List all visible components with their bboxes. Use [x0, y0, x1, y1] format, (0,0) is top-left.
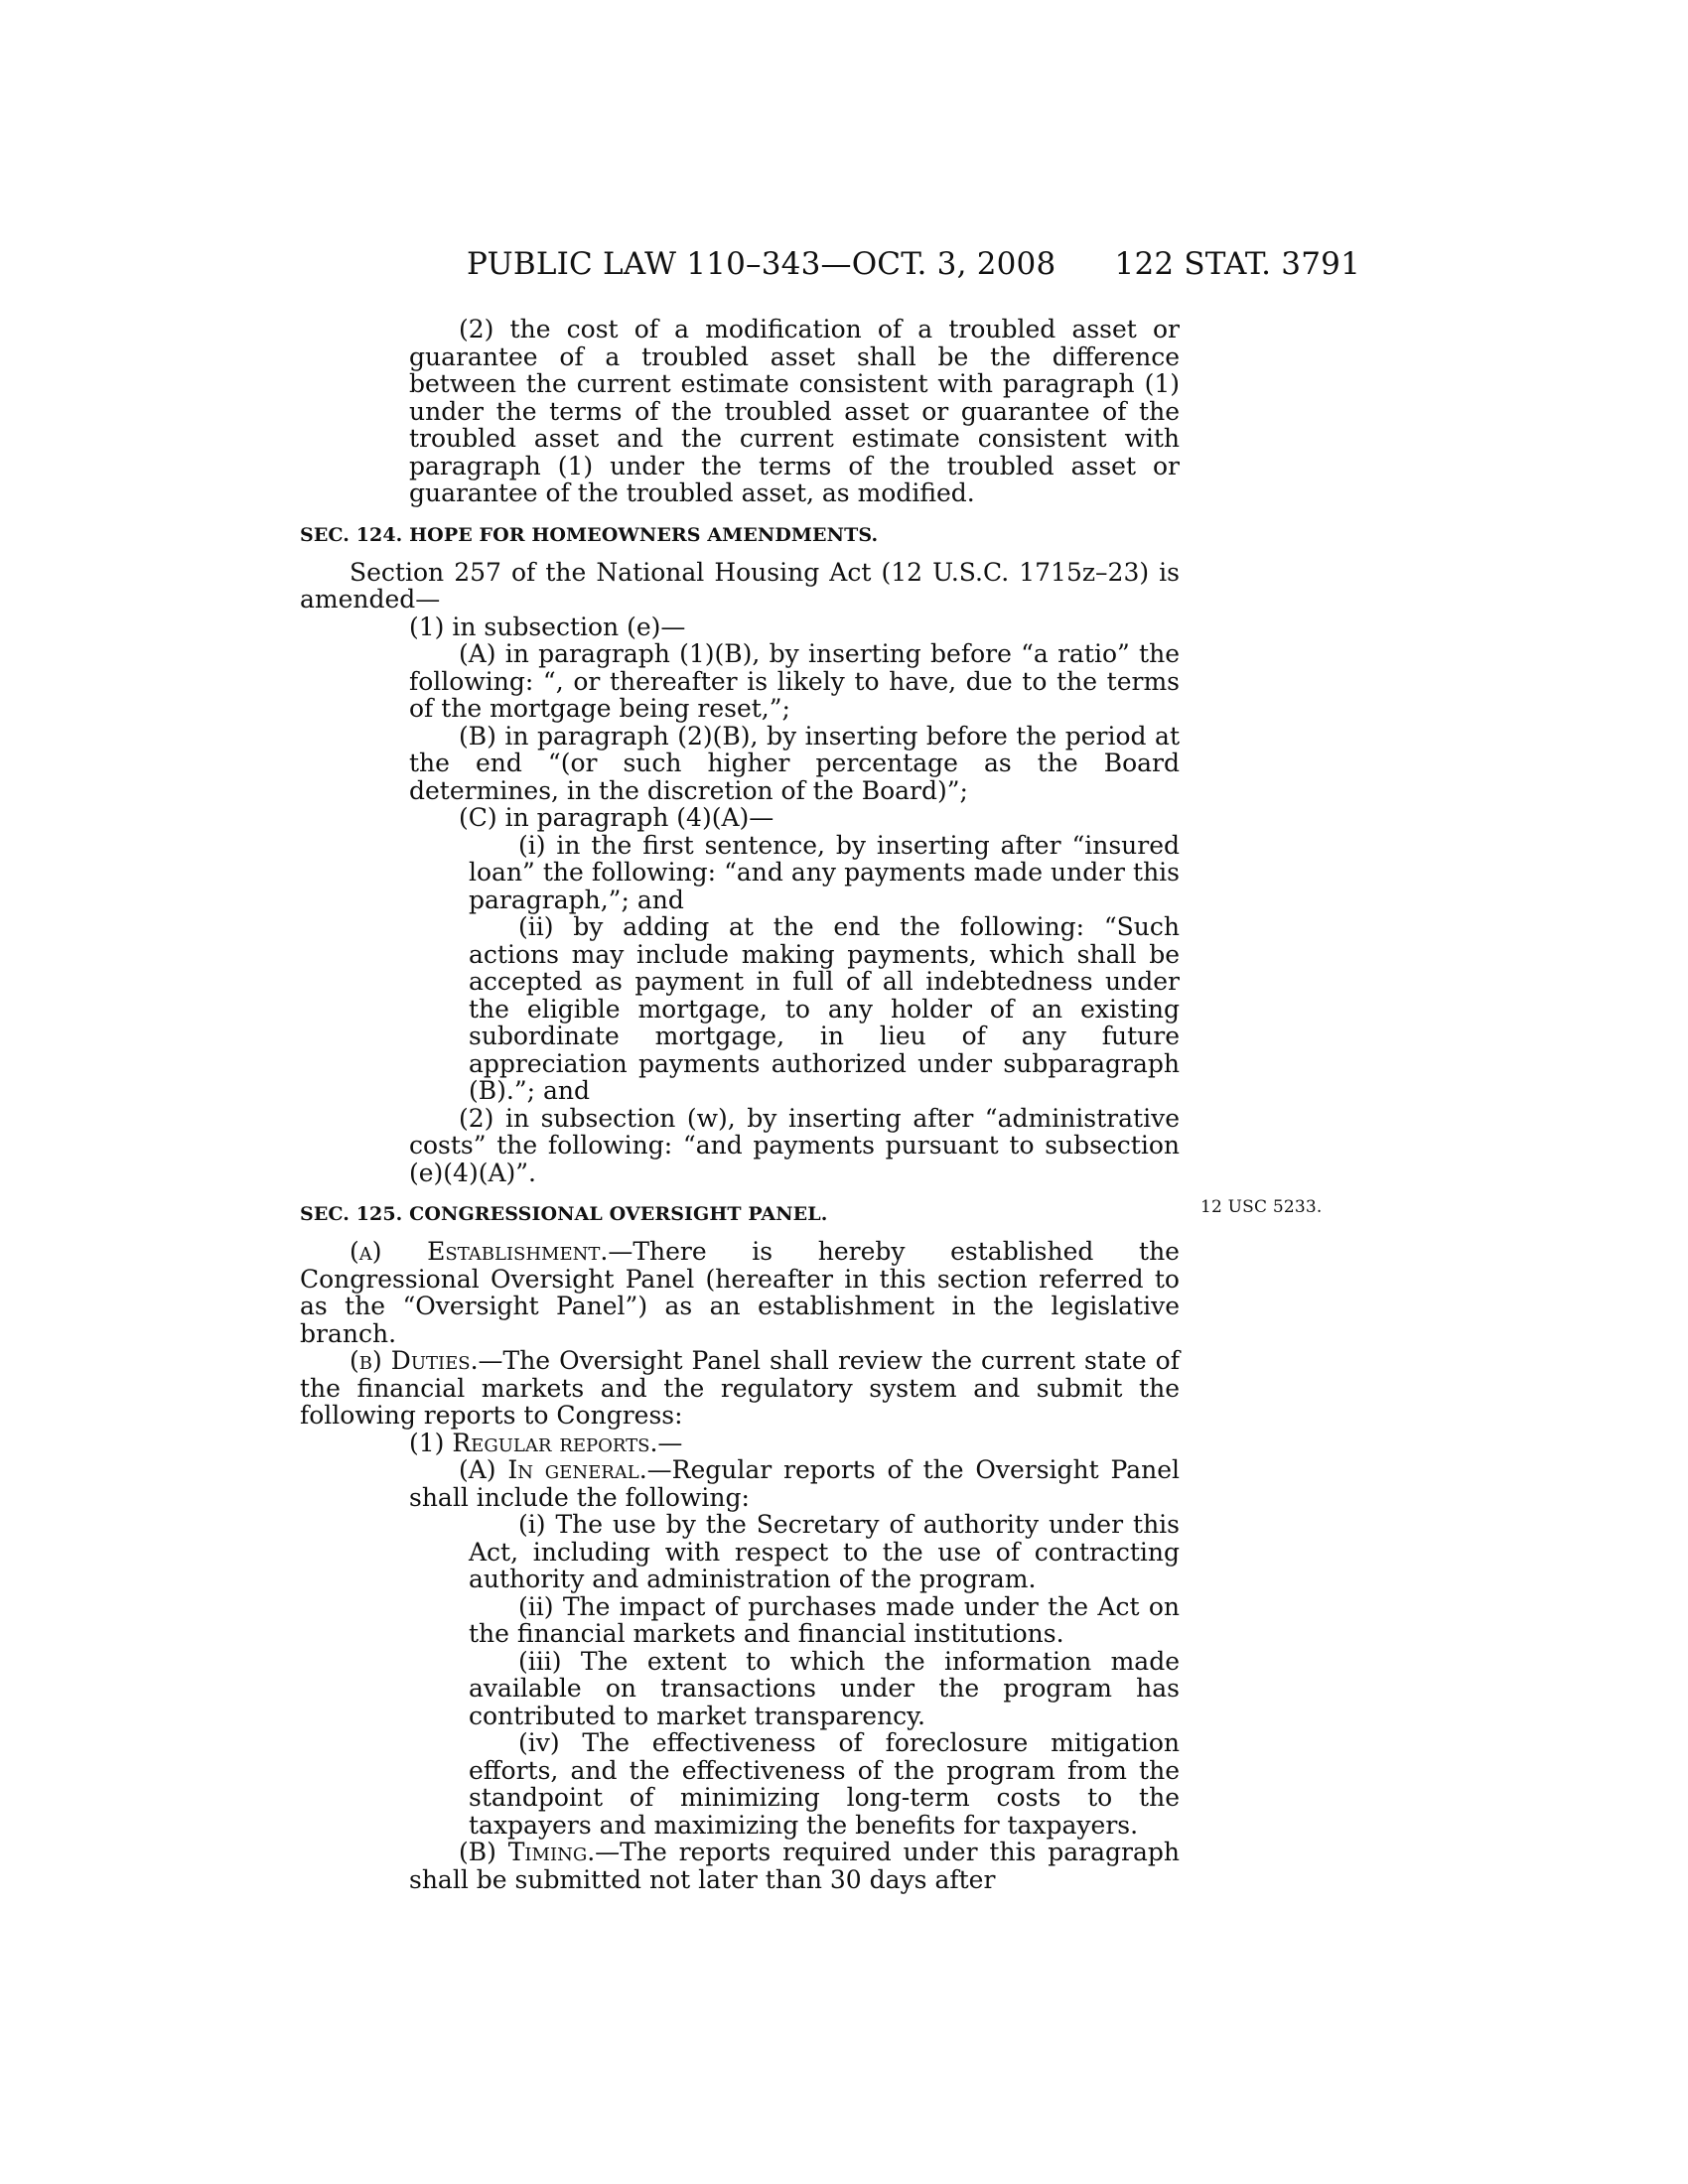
s125-B-label: (B) Timing. [459, 1838, 596, 1866]
s125-b-label: (b) Duties. [350, 1346, 479, 1375]
header-title: PUBLIC LAW 110–343—OCT. 3, 2008 [467, 246, 1056, 282]
margin-citation: 12 USC 5233. [1200, 1197, 1323, 1217]
s124-item-1B: (B) in paragraph (2)(B), by inserting before the period at the end “(or such higher percentage as the Board determines, in the discretion of the Board)”; [409, 721, 1180, 805]
s125-item-i: (i) The use by the Secretary of authority under this Act, including with respect to the use of contracting authority and administration of the program. [469, 1510, 1180, 1593]
s125-item-ii: (ii) The impact of purchases made under the Act on the financial markets and financial institutions. [469, 1591, 1180, 1648]
s125-b1A [300, 1456, 1180, 1511]
s124-item-1Ci: (i) in the first sentence, by inserting after “insured loan” the following: “and any payments made under this paragraph,”; and [469, 830, 1180, 914]
s125-B [300, 1839, 1180, 1893]
s125-b-text: —The Oversight Panel shall review the current state of the financial markets and the regulatory system and submit the following reports to Congress: [300, 1346, 1180, 1430]
s125-a-label: (a) Establishment. [350, 1237, 609, 1266]
s124-item-1Cii: (ii) by adding at the end the following: “Such actions may include making payments, which shall be accepted as payment in full of all indebtedness under the eligible mortgage, to any holder of an existing subordinate mortgage, in lieu of any future appreciation payments authorized under subparagraph (B).”; and [469, 912, 1180, 1105]
page-header [467, 246, 1360, 296]
s125-b1 [300, 1430, 1180, 1457]
s125-item-iii: (iii) The extent to which the information made available on transactions under the program has contributed to market transparency. [469, 1646, 1180, 1730]
s125-b1-text: — [657, 1428, 683, 1457]
s124-item-1: (1) in subsection (e)— [409, 612, 686, 641]
s125-item-iv: (iv) The effectiveness of foreclosure mitigation efforts, and the effectiveness of the program from the standpoint of minimizing long-term costs to the taxpayers and maximizing the benefits for taxpayers. [469, 1728, 1180, 1840]
s125-B-text: —The reports required under this paragraph shall be submitted not later than 30 days after [409, 1838, 1180, 1894]
paragraph-cost-modification: (2) the cost of a modification of a troubled asset or guarantee of a troubled asset shall be the difference between the current estimate consistent with paragraph (1) under the terms of the troubled asset or guarantee of the troubled asset and the current estimate consistent with paragraph (1) under the terms of the troubled asset or guarantee of the troubled asset, as modified. [409, 315, 1180, 507]
page-body [300, 316, 1180, 1893]
s124-item-2: (2) in subsection (w), by inserting after “administrative costs” the following: “and payments pursuant to subsection (e)(4)(A)”. [409, 1103, 1180, 1187]
s124-item-1A: (A) in paragraph (1)(B), by inserting before “a ratio” the following: “, or thereafter is likely to have, due to the terms of the mortgage being reset,”; [409, 639, 1180, 723]
s125-b1A-label: (A) In general. [459, 1455, 647, 1484]
section-124-intro: Section 257 of the National Housing Act (12 U.S.C. 1715z–23) is amended— [300, 557, 1180, 614]
s125-b [300, 1347, 1180, 1430]
s125-a [300, 1238, 1180, 1347]
s125-b1A-text: —Regular reports of the Oversight Panel shall include the following: [409, 1455, 1180, 1512]
s125-a-text: —There is hereby established the Congressional Oversight Panel (hereafter in this section referred to as the “Oversight Panel”) as an establishment in the legislative branch. [300, 1237, 1180, 1348]
page-stat-number: 122 STAT. 3791 [1114, 246, 1360, 282]
s124-item-1C: (C) in paragraph (4)(A)— [459, 803, 774, 832]
section-125-heading: SEC. 125. CONGRESSIONAL OVERSIGHT PANEL. [300, 1203, 828, 1225]
s125-b1-label: (1) Regular reports. [409, 1428, 658, 1457]
section-124-heading: SEC. 124. HOPE FOR HOMEOWNERS AMENDMENTS. [300, 523, 879, 546]
